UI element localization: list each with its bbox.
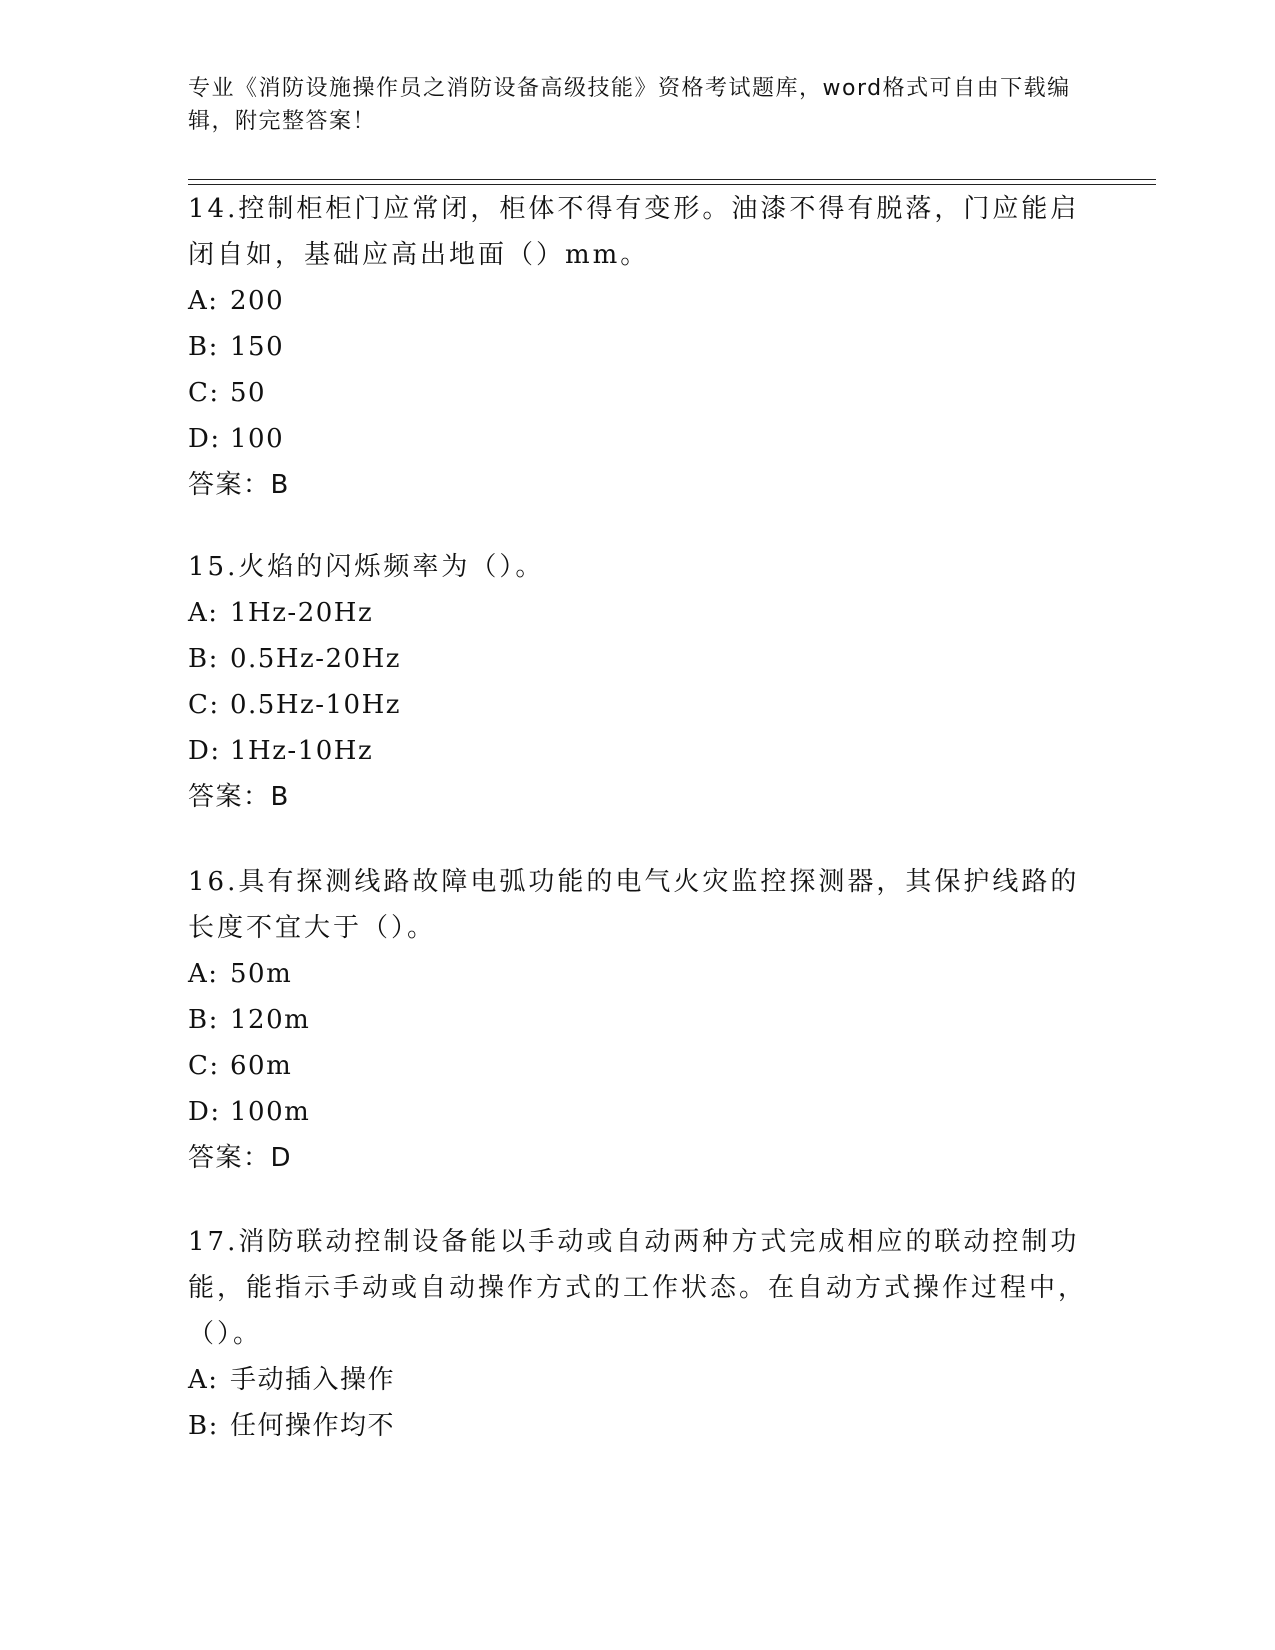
question-16: [188, 859, 1088, 1181]
option-text: 手动插入操作: [230, 1365, 396, 1395]
question-17: [188, 1219, 1088, 1449]
header-divider-bottom: [188, 184, 1156, 185]
option-text: 0.5Hz-20Hz: [230, 644, 401, 674]
question-stem: 14.控制柜柜门应常闭，柜体不得有变形。油漆不得有脱落，门应能启闭自如，基础应高出地面（）mm。: [188, 194, 1080, 270]
option-key: B:: [188, 1411, 219, 1441]
option-c: [188, 370, 1088, 416]
question-15: [188, 544, 1088, 820]
option-text: 120m: [230, 1005, 311, 1035]
option-d: [188, 1089, 1088, 1135]
option-key: B:: [188, 1005, 219, 1035]
option-text: 0.5Hz-10Hz: [230, 690, 401, 720]
option-text: 200: [230, 286, 285, 316]
option-text: 50: [230, 378, 267, 408]
option-key: D:: [188, 424, 221, 454]
option-text: 60m: [230, 1051, 293, 1081]
option-a: [188, 1357, 1088, 1403]
option-b: [188, 636, 1088, 682]
option-text: 150: [230, 332, 285, 362]
question-14: [188, 186, 1088, 508]
option-key: A:: [188, 959, 219, 989]
option-text: 50m: [230, 959, 293, 989]
option-key: A:: [188, 1365, 219, 1395]
option-key: A:: [188, 286, 219, 316]
option-key: A:: [188, 598, 219, 628]
option-key: B:: [188, 332, 219, 362]
option-key: C:: [188, 690, 220, 720]
document-header: 专业《消防设施操作员之消防设备高级技能》资格考试题库，word格式可自由下载编辑，附完整答案！: [188, 76, 1071, 134]
option-a: [188, 590, 1088, 636]
option-text: 100: [230, 424, 285, 454]
option-d: [188, 416, 1088, 462]
option-key: D:: [188, 736, 221, 766]
option-text: 1Hz-10Hz: [230, 736, 374, 766]
question-stem: 16.具有探测线路故障电弧功能的电气火灾监控探测器，其保护线路的长度不宜大于（）。: [188, 867, 1080, 943]
option-c: [188, 682, 1088, 728]
answer-line: 答案：B: [188, 782, 290, 812]
option-text: 1Hz-20Hz: [230, 598, 374, 628]
option-d: [188, 728, 1088, 774]
option-key: C:: [188, 378, 220, 408]
option-key: C:: [188, 1051, 220, 1081]
option-key: B:: [188, 644, 219, 674]
answer-line: 答案：B: [188, 470, 290, 500]
option-b: [188, 997, 1088, 1043]
header-divider-top: [188, 179, 1156, 180]
option-b: [188, 324, 1088, 370]
option-a: [188, 951, 1088, 997]
question-stem: 17.消防联动控制设备能以手动或自动两种方式完成相应的联动控制功能，能指示手动或自动操作方式的工作状态。在自动方式操作过程中，（）。: [188, 1227, 1088, 1349]
question-stem: 15.火焰的闪烁频率为（）。: [188, 552, 545, 582]
option-text: 100m: [230, 1097, 311, 1127]
answer-line: 答案：D: [188, 1143, 293, 1173]
option-text: 任何操作均不: [230, 1411, 396, 1441]
option-key: D:: [188, 1097, 221, 1127]
option-b: [188, 1403, 1088, 1449]
option-a: [188, 278, 1088, 324]
option-c: [188, 1043, 1088, 1089]
